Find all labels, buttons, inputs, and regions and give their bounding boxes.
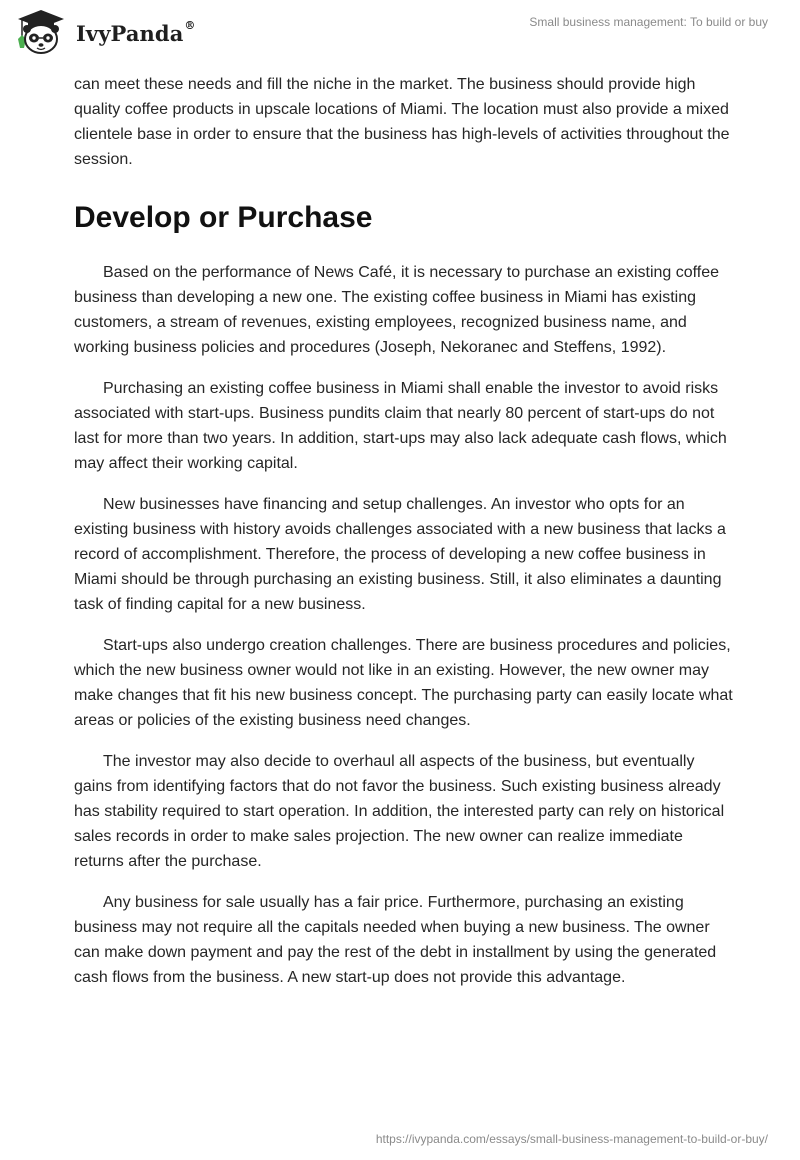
- body-paragraph: Start-ups also undergo creation challenges. There are business procedures and policies, which the new business owner would not like in an existing. However, the new owner may make changes that fit his new business concept. The purchasing party can easily locate what areas or policies of the existing business need changes.: [74, 637, 733, 729]
- source-url-link[interactable]: https://ivypanda.com/essays/small-business-management-to-build-or-buy/: [375, 1132, 768, 1146]
- body-paragraph: Any business for sale usually has a fair price. Furthermore, purchasing an existing business may not require all the capitals needed when buying a new business. The owner can make down payment and pay the rest of the debt in installment by using the generated cash flows from the business. A new start-up does not provide this advantage.: [74, 894, 717, 986]
- registered-mark: ®: [184, 18, 196, 32]
- article-body: [74, 72, 734, 1006]
- body-paragraph: Based on the performance of News Café, it is necessary to purchase an existing coffee business than developing a new one. The existing coffee business in Miami has existing customers, a stream of revenues, existing employees, recognized business name, and working business policies and procedures (Joseph, Nekoranec and Steffens, 1992).: [74, 264, 720, 356]
- page-header: [0, 0, 800, 70]
- body-paragraph: New businesses have financing and setup challenges. An investor who opts for an existing business with history avoids challenges associated with a new business that lacks a record of accomplishment. Therefore, the process of developing a new coffee business in Miami should be through purchasing an existing business. Still, it also eliminates a daunting task of finding capital for a new business.: [74, 496, 726, 613]
- brand-name: IvyPanda®: [76, 18, 196, 46]
- intro-paragraph: can meet these needs and fill the niche in the market. The business should provide high quality coffee products in upscale locations of Miami. The location must also provide a mixed clientele base in order to ensure that the business has high-levels of activities throughout the session.: [74, 76, 730, 168]
- document-title: Small business management: To build or buy: [529, 15, 768, 29]
- body-paragraph: Purchasing an existing coffee business in Miami shall enable the investor to avoid risks associated with start-ups. Business pundits claim that nearly 80 percent of start-ups do not last for more than two years. In addition, start-ups may also lack adequate cash flows, which may affect their working capital.: [74, 380, 727, 472]
- body-paragraph: The investor may also decide to overhaul all aspects of the business, but eventually gains from identifying factors that do not favor the business. Such existing business already has stability required to start operation. In addition, the interested party can rely on historical sales records in order to make sales projection. The new owner can realize immediate returns after the purchase.: [74, 753, 725, 870]
- brand-logo[interactable]: [14, 8, 196, 56]
- panda-graduate-icon: [14, 8, 68, 56]
- section-heading: Develop or Purchase: [74, 201, 373, 234]
